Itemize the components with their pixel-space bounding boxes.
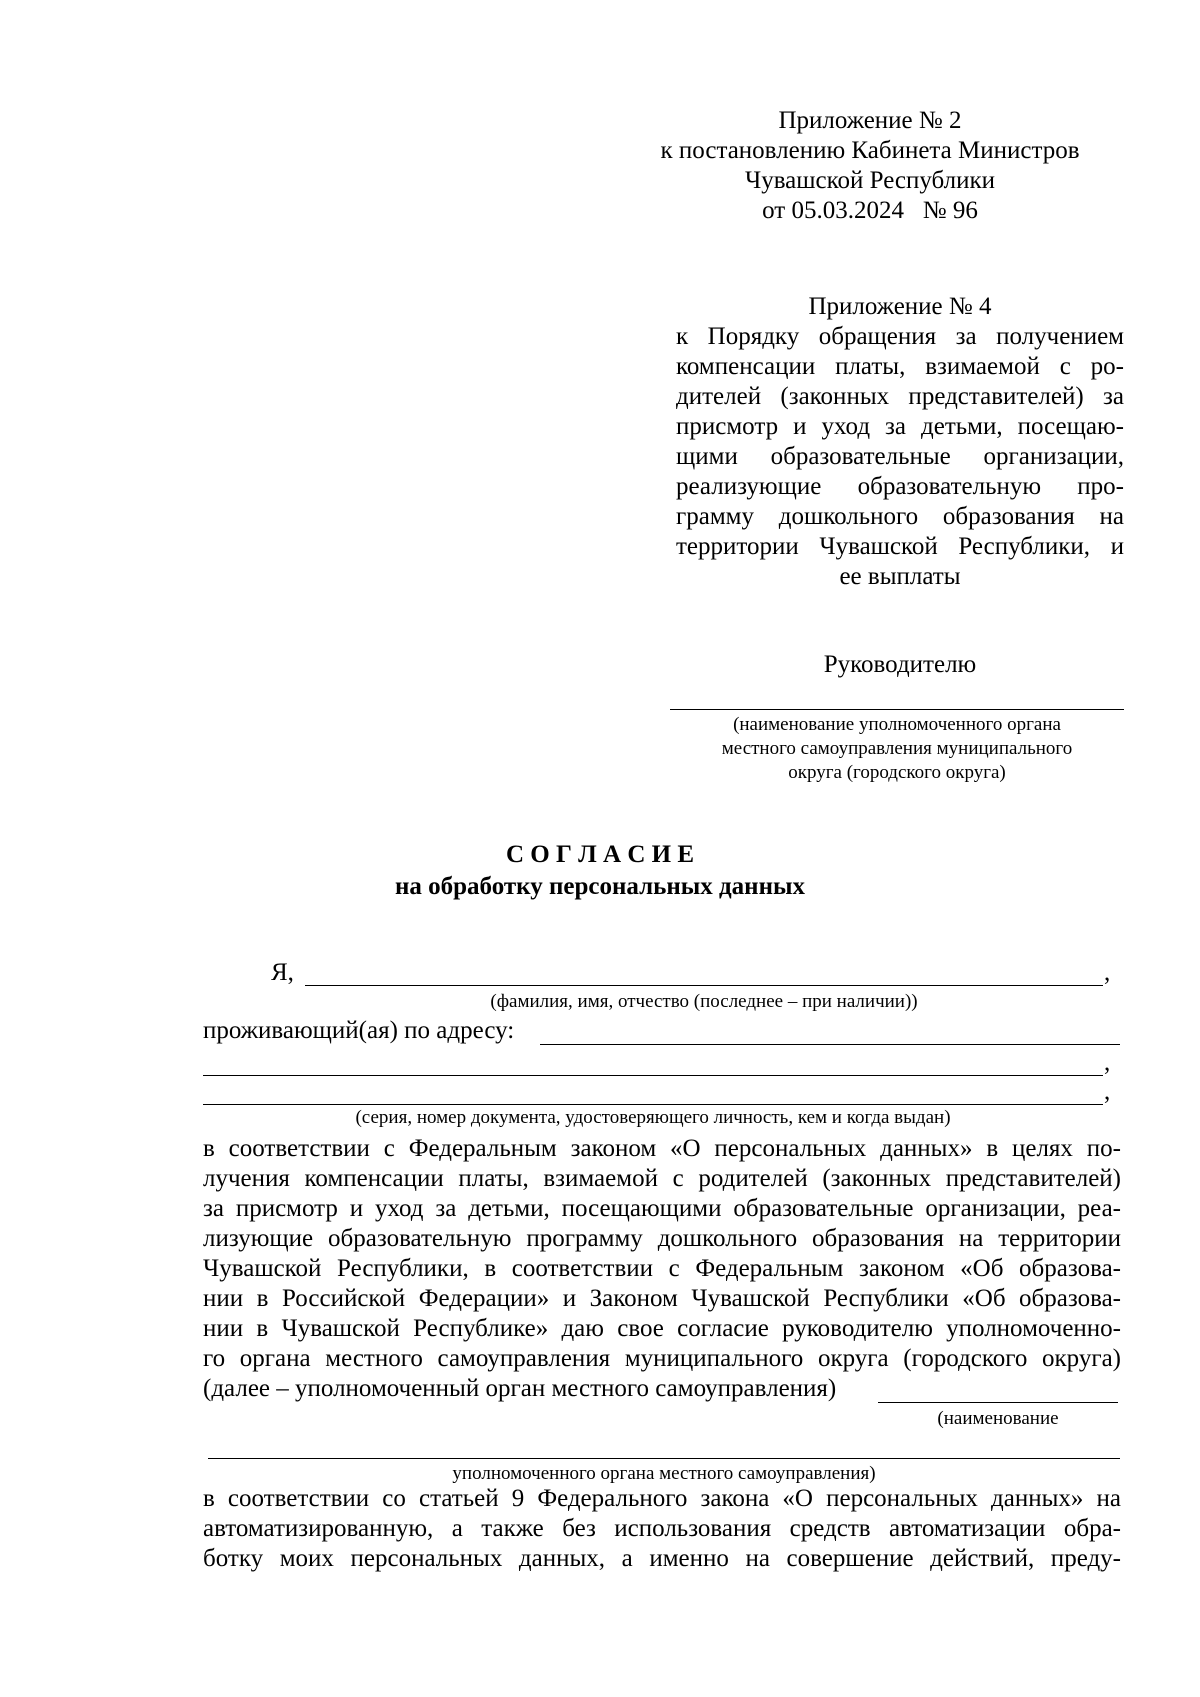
appendix-2-date-line: от 05.03.2024 № 96 (762, 197, 978, 224)
paragraph-line: ботку моих персональных данных, а именно на совершение действий, преду- (203, 1545, 1121, 1572)
paragraph-line: лизующие образовательную программу дошкольного образования на территории (203, 1225, 1121, 1252)
paragraph-line: нии в Чувашской Республике» даю свое согласие руководителю уполномоченно- (203, 1315, 1121, 1342)
appendix-4-line: реализующие образовательную про- (676, 473, 1124, 500)
paragraph-line: в соответствии с Федеральным законом «О персональных данных» в целях по- (203, 1135, 1121, 1162)
i-label: Я, (271, 959, 294, 986)
paragraph-line: за присмотр и уход за детьми, посещающими образовательные организации, реа- (203, 1195, 1121, 1222)
fio-comma: , (1104, 959, 1111, 986)
appendix-2-line: Приложение № 2 (778, 107, 962, 134)
appendix-2-line: к постановлению Кабинета Министров (660, 137, 1080, 164)
addressee-title: Руководителю (823, 651, 977, 678)
appendix-2-line: Чувашской Республики (744, 167, 996, 194)
appendix-4-last-line: ее выплаты (839, 563, 961, 590)
paragraph-line: лучения компенсации платы, взимаемой с родителей (законных представителей) (203, 1165, 1121, 1192)
appendix-4-line: присмотр и уход за детьми, посещаю- (676, 413, 1124, 440)
address-blank-line-1 (540, 1044, 1120, 1045)
consent-paragraph-1 (203, 1134, 1121, 1374)
appendix-4-line: щими образовательные организации, (676, 443, 1124, 470)
document-caption: (серия, номер документа, удостоверяющего личность, кем и когда выдан) (355, 1107, 951, 1128)
appendix-4-line: компенсации платы, взимаемой с ро- (676, 353, 1124, 380)
address-comma-1: , (1104, 1049, 1111, 1076)
caption-naimenovanie: (наименование (937, 1408, 1059, 1429)
appendix-4-line: к Порядку обращения за получением (676, 323, 1124, 350)
addressee-caption-line: округа (городского округа) (788, 762, 1006, 783)
appendix-4-block (676, 292, 1124, 592)
appendix-4-line: дителей (законных представителей) за (676, 383, 1124, 410)
fio-blank-line (305, 985, 1103, 986)
consent-paragraph-2 (203, 1484, 1121, 1574)
appendix-2-block (620, 106, 1120, 226)
appendix-4-line: грамму дошкольного образования на (676, 503, 1124, 530)
addressee-blank-line (670, 709, 1124, 710)
paragraph-line: Чувашской Республики, в соответствии с Федеральным законом «Об образова- (203, 1255, 1121, 1282)
document-blank-line (203, 1104, 1103, 1105)
organ-blank-line-full (208, 1458, 1120, 1459)
addressee-caption (670, 713, 1124, 785)
paragraph-line: го органа местного самоуправления муниципального округа (городского округа) (203, 1345, 1121, 1372)
paragraph-line: нии в Российской Федерации» и Законом Чувашской Республики «Об образова- (203, 1285, 1121, 1312)
addressee-caption-line: (наименование уполномоченного органа (733, 714, 1061, 735)
document-title: С О Г Л А С И Е (505, 841, 694, 868)
addressee-caption-line: местного самоуправления муниципального (721, 738, 1073, 759)
appendix-4-line: территории Чувашской Республики, и (676, 533, 1124, 560)
caption-organ: уполномоченного органа местного самоуправления) (452, 1463, 876, 1484)
paragraph-line: в соответствии со статьей 9 Федерального закона «О персональных данных» на (203, 1485, 1121, 1512)
document-subtitle: на обработку персональных данных (395, 873, 805, 900)
designation-line: (далее – уполномоченный орган местного самоуправления) (203, 1375, 837, 1402)
fio-caption: (фамилия, имя, отчество (последнее – при наличии)) (490, 991, 918, 1012)
address-label: проживающий(ая) по адресу: (203, 1017, 515, 1044)
appendix-4-title: Приложение № 4 (808, 293, 992, 320)
address-comma-2: , (1104, 1078, 1111, 1105)
address-blank-line-2 (203, 1075, 1103, 1076)
paragraph-line: автоматизированную, а также без использования средств автоматизации обра- (203, 1515, 1121, 1542)
organ-blank-line-short (878, 1402, 1118, 1403)
